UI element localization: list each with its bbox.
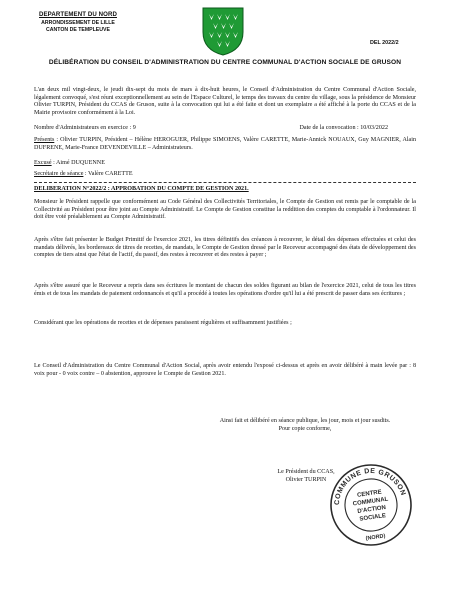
svg-text:D'ACTION: D'ACTION xyxy=(357,504,387,515)
attendance-row xyxy=(34,125,416,131)
body-paragraph: Considérant que les opérations de recettes et de dépenses paraissent régulières et suffisamment justifiées ; xyxy=(34,320,292,326)
copy-conformity: Pour copie conforme, xyxy=(278,425,332,432)
secretary-label: Secrétaire de séance xyxy=(34,171,84,177)
svg-text:SOCIALE: SOCIALE xyxy=(359,513,387,523)
secretary-name: : Valère CARETTE xyxy=(83,171,133,177)
convocation-date: Date de la convocation : 10/03/2022 xyxy=(299,125,388,131)
excused-names: : Aimé DUQUENNE xyxy=(51,160,105,166)
body-paragraph: Après s'être fait présenter le Budget Primitif de l'exercice 2021, les titres définitifs des créances à recouvrer, le détail des dépenses effectuées et celui des mandats délivrés, les bordereaux de titres de recettes, de mandats, le Compte de Gestion dressé par le Receveur accompagné des états de développement des comptes de tiers ainsi que l'état de l'actif, du passif, des restes à recouvrer et des restes à payer ; xyxy=(34,237,416,259)
official-stamp-icon xyxy=(328,462,414,548)
svg-text:COMMUNE DE GRUSON: COMMUNE DE GRUSON xyxy=(333,467,407,506)
document-title: DÉLIBÉRATION DU CONSEIL D'ADMINISTRATION DU CENTRE COMMUNAL D'ACTION SOCIALE DE GRUSON xyxy=(48,59,402,66)
closing-statement xyxy=(200,418,410,434)
administrative-header xyxy=(30,11,126,33)
department-label: DEPARTEMENT DU NORD xyxy=(39,11,117,18)
excused-label: Excusé xyxy=(34,160,52,166)
coat-of-arms-icon xyxy=(201,6,245,56)
signatory-name: Olivier TURPIN xyxy=(285,476,327,483)
svg-text:COMMUNAL: COMMUNAL xyxy=(352,496,389,508)
present-names: : Olivier TURPIN, Président – Hélène HEROGUER, Philippe SIMOENS, Valère CARETTE, Marie-Annick NOUAUX, Guy MAGNIER, Alain DUFRENE, Marie-France DEVENDEVILLE – Administrateurs. xyxy=(34,137,416,151)
present-label: Présents xyxy=(34,137,55,143)
body-paragraph: Monsieur le Président rappelle que conformément au Code Général des Collectivités Territoriales, le Compte de Gestion est remis par le comptable de la Collectivité au Président pour être joint au Compte Administratif. Le Compte de Gestion constitue la reddition des comptes du comptable à l'ordonnateur. Il doit être voté préalablement au Compte Administratif. xyxy=(34,199,416,221)
present-list xyxy=(34,137,416,152)
section-divider xyxy=(34,182,416,183)
members-count: Nombre d'Administrateurs en exercice : 9 xyxy=(34,125,136,131)
svg-text:CENTRE: CENTRE xyxy=(356,489,383,499)
closing-line: Ainsi fait et délibéré en séance publique, les jour, mois et jour susdits. xyxy=(219,418,391,424)
decision-paragraph: Le Conseil d'Administration du Centre Communal d'Action Social, après avoir entendu l'exposé ci-dessus et après en avoir délibéré à main levée par : 8 voix pour - 0 voix contre – 0 abstention, approuve le Compte de Gestion 2021. xyxy=(34,363,416,377)
intro-paragraph: L'an deux mil vingt-deux, le jeudi dix-sept du mois de mars à dix-huit heures, le Conseil d'Administration du Centre Communal d'Action Sociale, légalement convoqué, s'est réuni exceptionnellement au sein de l'Espace Culturel, le temps des travaux du centre du village, sous la présidence de Monsieur Olivier TURPIN, Président du CCAS de Gruson, suite à la convocation qui lui a été faite et dont un exemplaire a été affiché à la porte du CCAS et de la Mairie provisoire conformément à la Loi. xyxy=(34,87,416,116)
excused-line xyxy=(34,160,416,166)
deliberation-reference: DEL 2022/2 xyxy=(370,40,399,46)
deliberation-heading: DELIBERATION N°2022/2 : APPROBATION DU COMPTE DE GESTION 2021. xyxy=(34,186,249,192)
secretary-line xyxy=(34,171,416,177)
body-paragraph: Après s'être assuré que le Receveur a repris dans ses écritures le montant de chacun des soldes figurant au bilan de l'exercice 2021, celui de tous les titres émis et de tous les mandats de paiement ordonnancés et qu'il a procédé à toutes les opérations d'ordre qu'il lui a été prescrit de passer dans ses écritures ; xyxy=(34,283,416,297)
signatory-title: Le Président du CCAS, xyxy=(277,469,335,475)
svg-text:(NORD): (NORD) xyxy=(365,533,386,543)
canton-label: CANTON DE TEMPLEUVE xyxy=(46,27,110,33)
arrondissement-label: ARRONDISSEMENT DE LILLE xyxy=(41,20,115,26)
